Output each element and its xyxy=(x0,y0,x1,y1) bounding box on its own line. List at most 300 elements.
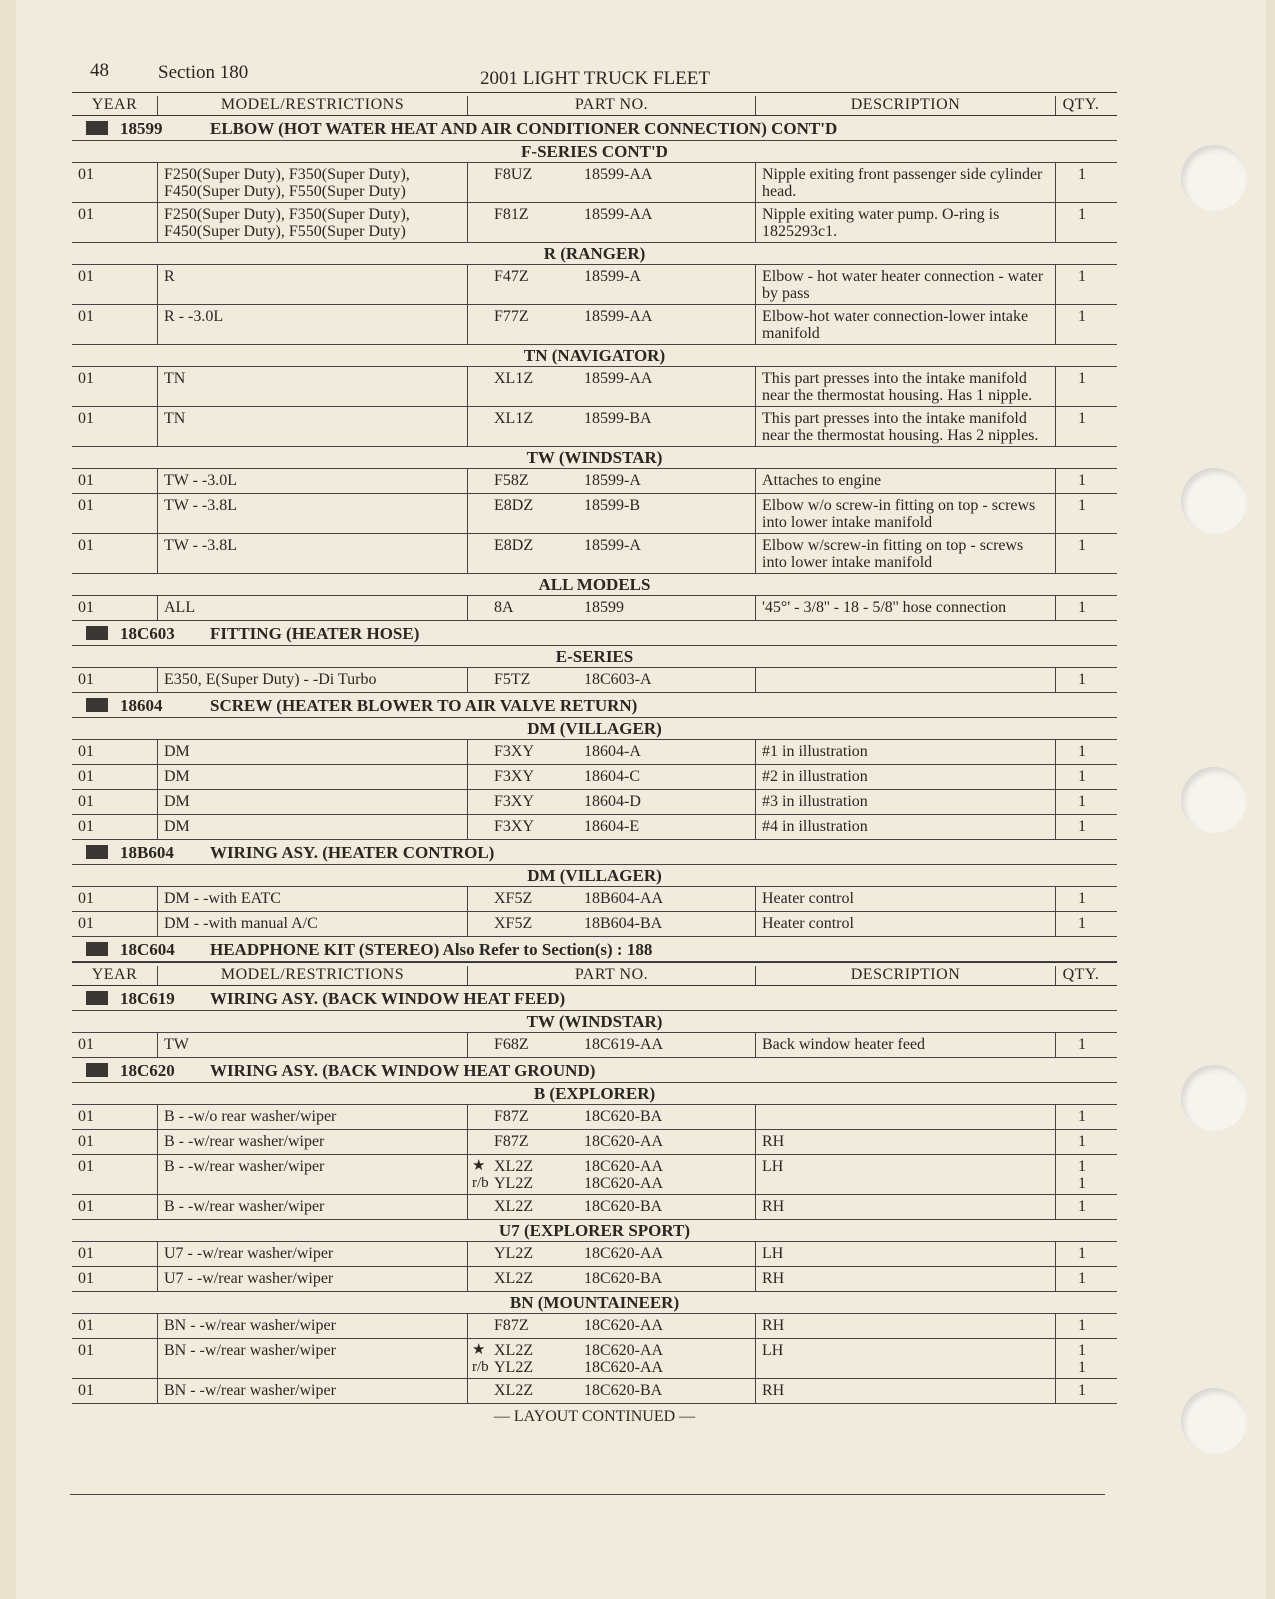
group-heading xyxy=(72,937,1117,962)
model-cell: TW - -3.8L xyxy=(158,534,468,573)
group-title: HEADPHONE KIT (STEREO) Also Refer to Section(s) : 188 xyxy=(210,939,653,959)
group-marker xyxy=(86,1063,108,1077)
group-number: 18599 xyxy=(120,118,163,138)
part-base: 18599-A xyxy=(584,472,641,489)
table-row xyxy=(72,668,1117,693)
year-cell: 01 xyxy=(72,1155,158,1194)
table-row xyxy=(72,815,1117,840)
part-prefix: F3XY xyxy=(494,793,535,810)
part-number-cell xyxy=(468,1105,756,1129)
table-row xyxy=(72,596,1117,621)
qty-cell: 1 xyxy=(1078,1245,1086,1262)
part-number-cell xyxy=(468,1130,756,1154)
model-cell: BN - -w/rear washer/wiper xyxy=(158,1339,468,1378)
page-title: 2001 LIGHT TRUCK FLEET xyxy=(480,68,710,89)
qty-cell: 1 xyxy=(1078,537,1086,554)
year-cell: 01 xyxy=(72,469,158,493)
part-prefix: YL2Z xyxy=(494,1245,534,1262)
model-cell: DM xyxy=(158,790,468,814)
part-symbol xyxy=(472,1245,494,1264)
part-base: 18C620-AA 18C620-AA xyxy=(584,1158,664,1192)
column-header-row xyxy=(72,962,1117,986)
group-title: FITTING (HEATER HOSE) xyxy=(210,623,420,643)
model-cell: B - -w/rear washer/wiper xyxy=(158,1155,468,1194)
table-body xyxy=(72,116,1117,1404)
table-row xyxy=(72,163,1117,203)
group-heading xyxy=(72,986,1117,1011)
part-number-cell xyxy=(468,1314,756,1338)
part-number-cell xyxy=(468,1195,756,1219)
qty-cell: 1 xyxy=(1078,915,1086,932)
table-row xyxy=(72,1155,1117,1195)
part-base: 18B604-BA xyxy=(584,915,663,932)
table-row xyxy=(72,1314,1117,1339)
part-number-cell xyxy=(468,765,756,789)
model-cell: B - -w/rear washer/wiper xyxy=(158,1195,468,1219)
part-number-cell xyxy=(468,1379,756,1403)
part-prefix: E8DZ xyxy=(494,497,534,514)
part-prefix: XL2Z YL2Z xyxy=(494,1342,534,1376)
part-symbol: ★ r/b xyxy=(472,1158,489,1191)
table-row xyxy=(72,494,1117,534)
group-number: 18C619 xyxy=(120,988,175,1008)
part-prefix: F3XY xyxy=(494,743,535,760)
year-cell: 01 xyxy=(72,1242,158,1266)
model-subheading: DM (VILLAGER) xyxy=(72,865,1117,887)
part-number-cell xyxy=(468,534,756,573)
description-cell xyxy=(756,1105,1056,1129)
part-symbol xyxy=(472,1108,494,1127)
part-prefix: 8A xyxy=(494,599,514,616)
part-prefix: F58Z xyxy=(494,472,529,489)
table-row xyxy=(72,305,1117,345)
year-cell: 01 xyxy=(72,203,158,242)
part-symbol xyxy=(472,915,494,934)
part-number-cell xyxy=(468,887,756,911)
binder-hole xyxy=(1181,468,1247,534)
column-header-row xyxy=(72,92,1117,116)
part-prefix: XF5Z xyxy=(494,915,533,932)
year-cell: 01 xyxy=(72,1379,158,1403)
part-number-cell xyxy=(468,790,756,814)
year-cell: 01 xyxy=(72,740,158,764)
qty-cell: 1 1 xyxy=(1078,1342,1086,1376)
group-title: SCREW (HEATER BLOWER TO AIR VALVE RETURN) xyxy=(210,695,638,715)
table-row xyxy=(72,1195,1117,1220)
model-cell: TN xyxy=(158,407,468,446)
part-number-cell xyxy=(468,163,756,202)
year-cell: 01 xyxy=(72,305,158,344)
part-symbol xyxy=(472,599,494,618)
year-cell: 01 xyxy=(72,265,158,304)
part-symbol: ★ r/b xyxy=(472,1342,489,1375)
section-label: Section 180 xyxy=(158,62,249,83)
description-cell: #4 in illustration xyxy=(756,815,1056,839)
table-row xyxy=(72,912,1117,937)
part-prefix: E8DZ xyxy=(494,537,534,554)
part-base: 18599-AA xyxy=(584,206,653,223)
page-number: 48 xyxy=(90,60,109,81)
part-prefix: F87Z xyxy=(494,1317,529,1334)
qty-cell: 1 xyxy=(1078,1270,1086,1287)
model-subheading: E-SERIES xyxy=(72,646,1117,668)
part-prefix: F68Z xyxy=(494,1036,529,1053)
model-subheading: TW (WINDSTAR) xyxy=(72,1011,1117,1033)
description-cell: LH xyxy=(756,1339,1056,1378)
part-number-cell xyxy=(468,407,756,446)
part-number-cell xyxy=(468,305,756,344)
qty-cell: 1 xyxy=(1078,268,1086,285)
part-base: 18604-C xyxy=(584,768,640,785)
part-symbol xyxy=(472,793,494,812)
part-base: 18C620-BA xyxy=(584,1198,663,1215)
year-cell: 01 xyxy=(72,494,158,533)
part-base: 18599-AA xyxy=(584,166,653,183)
qty-cell: 1 xyxy=(1078,1036,1086,1053)
description-cell: Nipple exiting front passenger side cylinder head. xyxy=(756,163,1056,202)
part-base: 18604-A xyxy=(584,743,641,760)
qty-cell: 1 xyxy=(1078,743,1086,760)
table-row xyxy=(72,1242,1117,1267)
model-cell: DM xyxy=(158,765,468,789)
part-symbol xyxy=(472,370,494,404)
year-cell: 01 xyxy=(72,887,158,911)
model-cell: R - -3.0L xyxy=(158,305,468,344)
qty-cell: 1 xyxy=(1078,599,1086,616)
description-cell: RH xyxy=(756,1379,1056,1403)
part-symbol xyxy=(472,818,494,837)
model-subheading: B (EXPLORER) xyxy=(72,1083,1117,1105)
part-base: 18599-A xyxy=(584,268,641,285)
description-cell: Heater control xyxy=(756,887,1056,911)
model-cell: DM xyxy=(158,815,468,839)
part-prefix: F77Z xyxy=(494,308,529,325)
description-cell: Nipple exiting water pump. O-ring is 1825293c1. xyxy=(756,203,1056,242)
description-cell: #1 in illustration xyxy=(756,740,1056,764)
part-base: 18599-BA xyxy=(584,410,652,427)
part-base: 18C620-AA xyxy=(584,1245,664,1262)
qty-cell: 1 xyxy=(1078,472,1086,489)
year-cell: 01 xyxy=(72,815,158,839)
qty-cell: 1 xyxy=(1078,768,1086,785)
group-heading xyxy=(72,693,1117,718)
year-cell: 01 xyxy=(72,163,158,202)
table-row xyxy=(72,203,1117,243)
model-cell: TW xyxy=(158,1033,468,1057)
model-cell: ALL xyxy=(158,596,468,620)
model-subheading: BN (MOUNTAINEER) xyxy=(72,1292,1117,1314)
col-desc: DESCRIPTION xyxy=(756,966,1056,985)
table-row xyxy=(72,887,1117,912)
part-symbol xyxy=(472,890,494,909)
qty-cell: 1 xyxy=(1078,1108,1086,1125)
part-number-cell xyxy=(468,1155,756,1194)
qty-cell: 1 xyxy=(1078,1133,1086,1150)
table-row xyxy=(72,765,1117,790)
part-base: 18C620-BA xyxy=(584,1108,663,1125)
table-row xyxy=(72,1267,1117,1292)
part-symbol xyxy=(472,308,494,342)
description-cell: #3 in illustration xyxy=(756,790,1056,814)
col-part: PART NO. xyxy=(468,966,756,985)
qty-cell: 1 xyxy=(1078,410,1086,427)
group-heading xyxy=(72,840,1117,865)
part-base: 18599-AA xyxy=(584,370,653,387)
part-base: 18C603-A xyxy=(584,671,652,688)
model-subheading: ALL MODELS xyxy=(72,574,1117,596)
qty-cell: 1 xyxy=(1078,497,1086,514)
part-number-cell xyxy=(468,469,756,493)
description-cell: #2 in illustration xyxy=(756,765,1056,789)
qty-cell: 1 xyxy=(1078,1198,1086,1215)
continued-note: — LAYOUT CONTINUED — xyxy=(493,1408,696,1425)
model-cell: DM xyxy=(158,740,468,764)
group-number: 18C620 xyxy=(120,1060,175,1080)
group-title: ELBOW (HOT WATER HEAT AND AIR CONDITIONER CONNECTION) CONT'D xyxy=(210,118,838,138)
group-heading xyxy=(72,621,1117,646)
model-subheading: TN (NAVIGATOR) xyxy=(72,345,1117,367)
year-cell: 01 xyxy=(72,668,158,692)
description-cell: LH xyxy=(756,1155,1056,1194)
part-prefix: XL2Z YL2Z xyxy=(494,1158,534,1192)
model-subheading: U7 (EXPLORER SPORT) xyxy=(72,1220,1117,1242)
description-cell: LH xyxy=(756,1242,1056,1266)
part-number-cell xyxy=(468,596,756,620)
qty-cell: 1 xyxy=(1078,206,1086,223)
part-prefix: F5TZ xyxy=(494,671,531,688)
qty-cell: 1 xyxy=(1078,1382,1086,1399)
model-cell: BN - -w/rear washer/wiper xyxy=(158,1379,468,1403)
description-cell: Heater control xyxy=(756,912,1056,936)
part-symbol xyxy=(472,268,494,302)
part-number-cell xyxy=(468,1033,756,1057)
description-cell: Elbow-hot water connection-lower intake manifold xyxy=(756,305,1056,344)
part-prefix: F81Z xyxy=(494,206,529,223)
part-number-cell xyxy=(468,668,756,692)
col-part: PART NO. xyxy=(468,96,756,115)
part-number-cell xyxy=(468,740,756,764)
part-prefix: XL2Z xyxy=(494,1198,534,1215)
group-heading xyxy=(72,116,1117,141)
part-number-cell xyxy=(468,815,756,839)
model-cell: TN xyxy=(158,367,468,406)
table-row xyxy=(72,1130,1117,1155)
part-prefix: F3XY xyxy=(494,768,535,785)
group-marker xyxy=(86,942,108,956)
year-cell: 01 xyxy=(72,1195,158,1219)
part-base: 18C619-AA xyxy=(584,1036,664,1053)
model-cell: E350, E(Super Duty) - -Di Turbo xyxy=(158,668,468,692)
part-symbol xyxy=(472,410,494,444)
year-cell: 01 xyxy=(72,765,158,789)
part-number-cell xyxy=(468,494,756,533)
part-number-cell xyxy=(468,1339,756,1378)
part-base: 18599-B xyxy=(584,497,640,514)
part-base: 18599-A xyxy=(584,537,641,554)
part-symbol xyxy=(472,497,494,531)
model-cell: R xyxy=(158,265,468,304)
table-row xyxy=(72,740,1117,765)
part-prefix: F8UZ xyxy=(494,166,533,183)
part-symbol xyxy=(472,472,494,491)
binder-hole xyxy=(1181,1065,1247,1131)
col-desc: DESCRIPTION xyxy=(756,96,1056,115)
description-cell: RH xyxy=(756,1314,1056,1338)
part-symbol xyxy=(472,1382,494,1401)
description-cell: Elbow w/o screw-in fitting on top - screws into lower intake manifold xyxy=(756,494,1056,533)
part-base: 18C620-AA xyxy=(584,1133,664,1150)
group-marker xyxy=(86,991,108,1005)
year-cell: 01 xyxy=(72,912,158,936)
part-base: 18604-E xyxy=(584,818,640,835)
model-cell: F250(Super Duty), F350(Super Duty), F450(Super Duty), F550(Super Duty) xyxy=(158,203,468,242)
model-subheading: R (RANGER) xyxy=(72,243,1117,265)
part-symbol xyxy=(472,1198,494,1217)
qty-cell: 1 xyxy=(1078,1317,1086,1334)
col-model: MODEL/RESTRICTIONS xyxy=(158,966,468,985)
description-cell xyxy=(756,668,1056,692)
description-cell: RH xyxy=(756,1267,1056,1291)
part-base: 18599 xyxy=(584,599,624,616)
group-number: 18C603 xyxy=(120,623,175,643)
part-prefix: F87Z xyxy=(494,1108,529,1125)
qty-cell: 1 xyxy=(1078,370,1086,387)
part-symbol xyxy=(472,1036,494,1055)
part-base: 18C620-AA 18C620-AA xyxy=(584,1342,664,1376)
year-cell: 01 xyxy=(72,596,158,620)
part-symbol xyxy=(472,1133,494,1152)
year-cell: 01 xyxy=(72,534,158,573)
model-cell: B - -w/o rear washer/wiper xyxy=(158,1105,468,1129)
qty-cell: 1 xyxy=(1078,166,1086,183)
table-row xyxy=(72,407,1117,447)
year-cell: 01 xyxy=(72,1314,158,1338)
description-cell: This part presses into the intake manifold near the thermostat housing. Has 2 nipples. xyxy=(756,407,1056,446)
model-subheading: F-SERIES CONT'D xyxy=(72,141,1117,163)
part-symbol xyxy=(472,537,494,571)
part-base: 18604-D xyxy=(584,793,641,810)
model-cell: BN - -w/rear washer/wiper xyxy=(158,1314,468,1338)
group-title: WIRING ASY. (HEATER CONTROL) xyxy=(210,842,495,862)
year-cell: 01 xyxy=(72,1105,158,1129)
part-base: 18599-AA xyxy=(584,308,653,325)
binder-hole xyxy=(1181,767,1247,833)
group-heading xyxy=(72,1058,1117,1083)
part-symbol xyxy=(472,743,494,762)
model-cell: TW - -3.8L xyxy=(158,494,468,533)
table-row xyxy=(72,367,1117,407)
part-prefix: F3XY xyxy=(494,818,535,835)
description-cell: This part presses into the intake manifold near the thermostat housing. Has 1 nipple. xyxy=(756,367,1056,406)
group-marker xyxy=(86,626,108,640)
description-cell: RH xyxy=(756,1195,1056,1219)
model-subheading: TW (WINDSTAR) xyxy=(72,447,1117,469)
part-number-cell xyxy=(468,1267,756,1291)
part-prefix: XL2Z xyxy=(494,1382,534,1399)
year-cell: 01 xyxy=(72,1130,158,1154)
description-cell: Attaches to engine xyxy=(756,469,1056,493)
table-row xyxy=(72,1033,1117,1058)
group-marker xyxy=(86,845,108,859)
model-cell: U7 - -w/rear washer/wiper xyxy=(158,1267,468,1291)
part-base: 18C620-BA xyxy=(584,1382,663,1399)
description-cell: RH xyxy=(756,1130,1056,1154)
col-model: MODEL/RESTRICTIONS xyxy=(158,96,468,115)
description-cell: Back window heater feed xyxy=(756,1033,1056,1057)
part-symbol xyxy=(472,671,494,690)
binder-hole xyxy=(1181,1388,1247,1454)
model-cell: U7 - -w/rear washer/wiper xyxy=(158,1242,468,1266)
table-row xyxy=(72,1339,1117,1379)
part-symbol xyxy=(472,206,494,240)
col-year: YEAR xyxy=(72,966,158,985)
part-base: 18C620-AA xyxy=(584,1317,664,1334)
part-number-cell xyxy=(468,1242,756,1266)
group-title: WIRING ASY. (BACK WINDOW HEAT GROUND) xyxy=(210,1060,596,1080)
qty-cell: 1 xyxy=(1078,671,1086,688)
year-cell: 01 xyxy=(72,790,158,814)
part-number-cell xyxy=(468,912,756,936)
year-cell: 01 xyxy=(72,1339,158,1378)
table-row xyxy=(72,1105,1117,1130)
qty-cell: 1 xyxy=(1078,890,1086,907)
model-cell: F250(Super Duty), F350(Super Duty), F450(Super Duty), F550(Super Duty) xyxy=(158,163,468,202)
description-cell: Elbow w/screw-in fitting on top - screws into lower intake manifold xyxy=(756,534,1056,573)
group-number: 18604 xyxy=(120,695,163,715)
group-marker xyxy=(86,121,108,135)
part-symbol xyxy=(472,1317,494,1336)
group-number: 18C604 xyxy=(120,939,175,959)
group-number: 18B604 xyxy=(120,842,174,862)
part-symbol xyxy=(472,768,494,787)
year-cell: 01 xyxy=(72,1033,158,1057)
model-cell: DM - -with manual A/C xyxy=(158,912,468,936)
qty-cell: 1 xyxy=(1078,818,1086,835)
part-symbol xyxy=(472,1270,494,1289)
page-header xyxy=(90,58,1120,94)
part-prefix: XL1Z xyxy=(494,370,534,387)
col-qty: QTY. xyxy=(1062,966,1100,983)
qty-cell: 1 xyxy=(1078,308,1086,325)
part-prefix: XF5Z xyxy=(494,890,533,907)
model-cell: B - -w/rear washer/wiper xyxy=(158,1130,468,1154)
col-qty: QTY. xyxy=(1062,96,1100,113)
part-base: 18B604-AA xyxy=(584,890,664,907)
table-row xyxy=(72,1379,1117,1404)
group-marker xyxy=(86,698,108,712)
year-cell: 01 xyxy=(72,1267,158,1291)
part-symbol xyxy=(472,166,494,200)
part-prefix: XL1Z xyxy=(494,410,534,427)
description-cell: '45°' - 3/8'' - 18 - 5/8'' hose connection xyxy=(756,596,1056,620)
qty-cell: 1 1 xyxy=(1078,1158,1086,1192)
qty-cell: 1 xyxy=(1078,793,1086,810)
part-number-cell xyxy=(468,203,756,242)
part-prefix: XL2Z xyxy=(494,1270,534,1287)
footer-rule xyxy=(70,1494,1105,1495)
part-number-cell xyxy=(468,265,756,304)
part-prefix: F87Z xyxy=(494,1133,529,1150)
table-row xyxy=(72,469,1117,494)
table-row xyxy=(72,790,1117,815)
table-row xyxy=(72,265,1117,305)
table-row xyxy=(72,534,1117,574)
part-prefix: F47Z xyxy=(494,268,529,285)
group-title: WIRING ASY. (BACK WINDOW HEAT FEED) xyxy=(210,988,566,1008)
part-number-cell xyxy=(468,367,756,406)
model-subheading: DM (VILLAGER) xyxy=(72,718,1117,740)
description-cell: Elbow - hot water heater connection - water by pass xyxy=(756,265,1056,304)
